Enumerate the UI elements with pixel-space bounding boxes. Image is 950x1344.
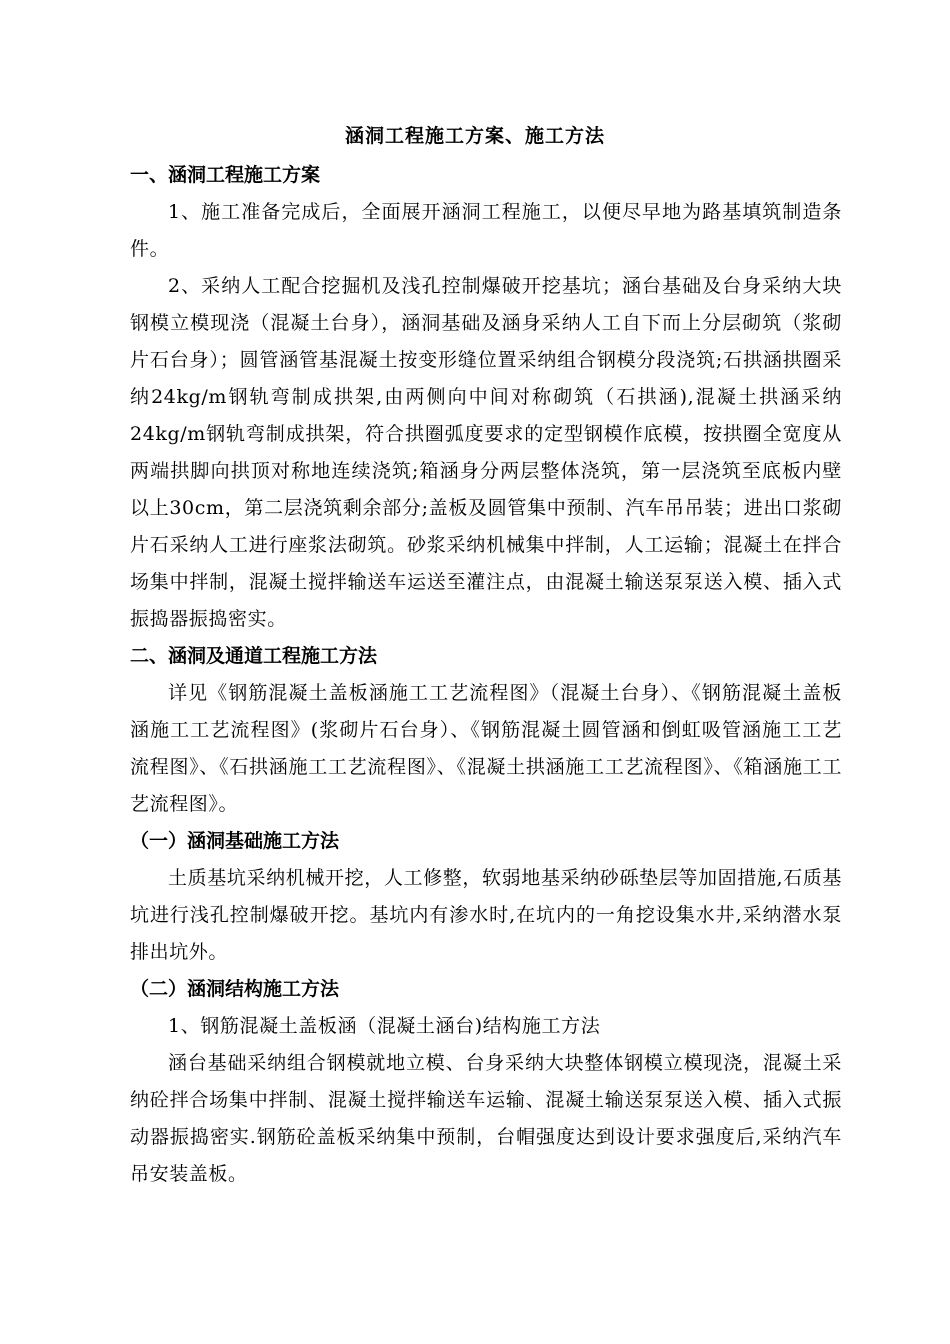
section-heading: 一、涵洞工程施工方案 [130,164,321,186]
section-heading: 二、涵洞及通道工程施工方法 [130,645,378,667]
paragraph: 详见《钢筋混凝土盖板涵施工工艺流程图》（混凝土台身）、《钢筋混凝土盖板涵施工工艺流程图》(浆砌片石台身）、《钢筋混凝土圆管涵和倒虹吸管涵施工工艺流程图》、《石拱涵施工工艺流程图》、《混凝土拱涵施工工艺流程图》、《箱涵施工工艺流程图》。 [130,682,842,815]
paragraph: 1、施工准备完成后，全面展开涵洞工程施工，以便尽早地为路基填筑制造条件。 [130,201,842,260]
subsection-heading: （一）涵洞基础施工方法 [130,830,340,852]
paragraph: 2、采纳人工配合挖掘机及浅孔控制爆破开挖基坑；涵台基础及台身采纳大块钢模立模现浇（混凝土台身），涵洞基础及涵身采纳人工自下而上分层砌筑（浆砌片石台身）；圆管涵管基混凝土按变形缝位置采纳组合钢模分段浇筑;石拱涵拱圈采纳24kg/m钢轨弯制成拱架,由两侧向中间对称砌筑（石拱涵),混凝土拱涵采纳24kg/m钢轨弯制成拱架，符合拱圈弧度要求的定型钢模作底模，按拱圈全宽度从两端拱脚向拱顶对称地连续浇筑;箱涵身分两层整体浇筑，第一层浇筑至底板内壁以上30cm，第二层浇筑剩余部分;盖板及圆管集中预制、汽车吊吊装；进出口浆砌片石采纳人工进行座浆法砌筑。砂浆采纳机械集中拌制，人工运输；混凝土在拌合场集中拌制，混凝土搅拌输送车运送至灌注点，由混凝土输送泵泵送入模、插入式振捣器振捣密实。 [130,275,842,630]
paragraph: 土质基坑采纳机械开挖，人工修整，软弱地基采纳砂砾垫层等加固措施,石质基坑进行浅孔控制爆破开挖。基坑内有渗水时,在坑内的一角挖设集水井,采纳潜水泵排出坑外。 [130,867,842,963]
document-title: 涵洞工程施工方案、施工方法 [344,125,605,147]
subsection-heading: （二）涵洞结构施工方法 [130,978,340,1000]
document-body [130,157,842,1193]
paragraph: 涵台基础采纳组合钢模就地立模、台身采纳大块整体钢模立模现浇，混凝土采纳砼拌合场集中拌制、混凝土搅拌输送车运输、混凝土输送泵泵送入模、插入式振动器振捣密实.钢筋砼盖板采纳集中预制，台帽强度达到设计要求强度后,采纳汽车吊安装盖板。 [130,1052,842,1185]
paragraph: 1、钢筋混凝土盖板涵（混凝土涵台)结构施工方法 [168,1015,601,1037]
